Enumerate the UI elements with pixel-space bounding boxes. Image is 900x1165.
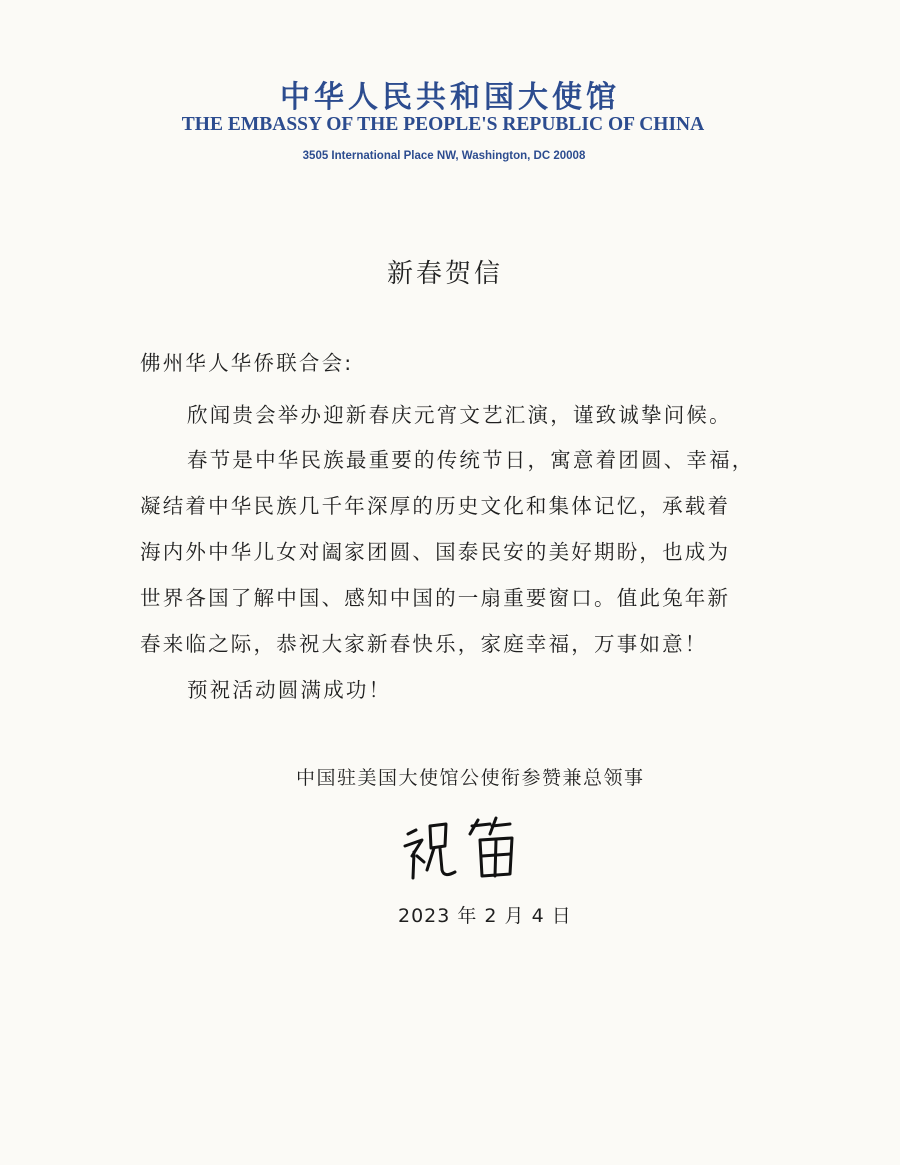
paragraph-line: 凝结着中华民族几千年深厚的历史文化和集体记忆，承载着 — [140, 494, 731, 518]
salutation: 佛州华人华侨联合会: — [140, 351, 354, 375]
date: 2023 年 2 月 4 日 — [398, 905, 572, 927]
paragraph-line: 海内外中华儿女对阖家团圆、国泰民安的美好期盼，也成为 — [140, 540, 731, 564]
letterhead-chinese-name: 中华人民共和国大使馆 — [280, 80, 620, 115]
handwritten-signature — [400, 812, 540, 882]
letterhead-address: 3505 International Place NW, Washington, DC 20008 — [302, 150, 586, 162]
letter-title: 新春贺信 — [386, 259, 503, 289]
paragraph-line: 世界各国了解中国、感知中国的一扇重要窗口。值此兔年新 — [140, 586, 731, 610]
paragraph-line: 欣闻贵会举办迎新春庆元宵文艺汇演，谨致诚挚问候。 — [187, 403, 732, 427]
closing-title: 中国驻美国大使馆公使衔参赞兼总领事 — [296, 767, 645, 789]
letterhead-english-name: THE EMBASSY OF THE PEOPLE'S REPUBLIC OF CHINA — [181, 114, 705, 135]
paragraph-line: 预祝活动圆满成功！ — [187, 678, 392, 702]
paragraph-line: 春节是中华民族最重要的传统节日，寓意着团圆、幸福， — [187, 448, 755, 472]
paragraph-line: 春来临之际，恭祝大家新春快乐，家庭幸福，万事如意！ — [140, 632, 708, 656]
